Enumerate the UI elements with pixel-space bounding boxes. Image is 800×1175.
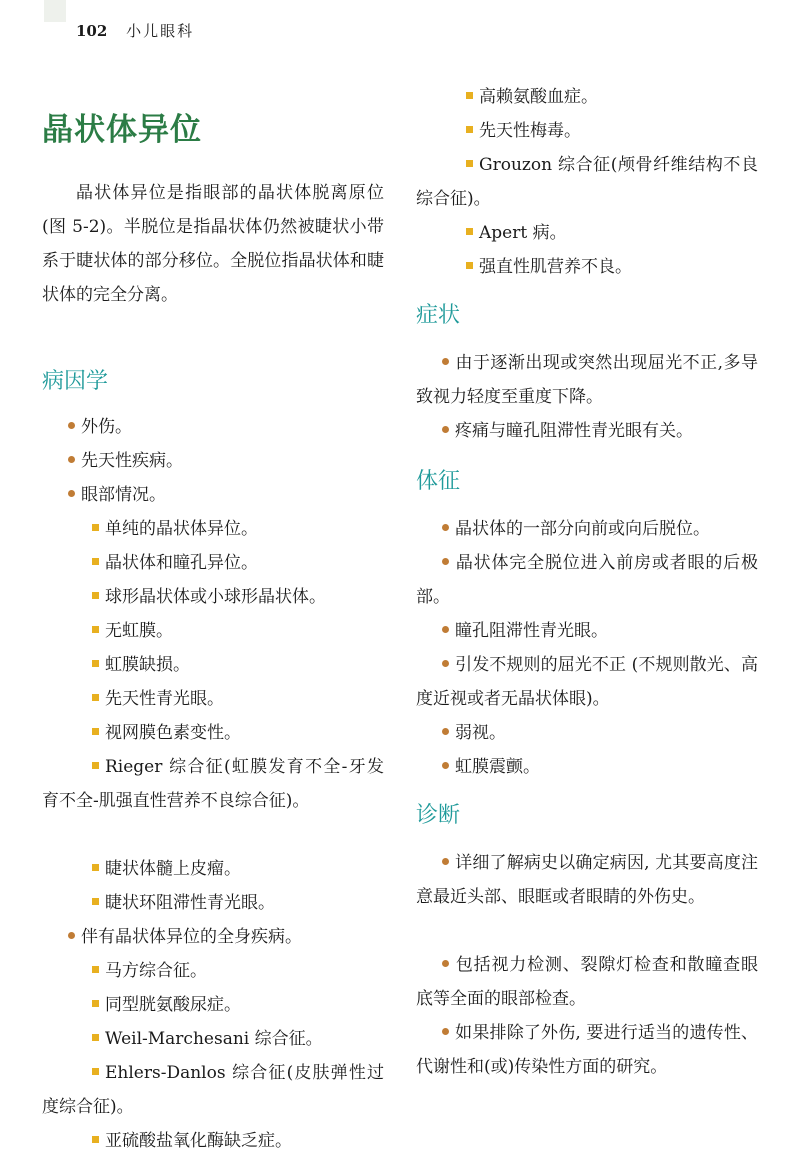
round-bullet-icon [68, 456, 75, 463]
page-number: 102 [76, 22, 108, 40]
round-bullet-icon [68, 932, 75, 939]
square-bullet-icon [92, 762, 99, 769]
list-item: Ehlers-Danlos 综合征(皮肤弹性过度综合征)。 [42, 1063, 384, 1117]
list-item: 先天性梅毒。 [466, 114, 581, 148]
square-bullet-icon [92, 524, 99, 531]
list-item: 先天性青光眼。 [92, 682, 224, 716]
list-item: 由于逐渐出现或突然出现屈光不正,多导致视力轻度至重度下降。 [416, 353, 758, 407]
book-title: 小儿眼科 [126, 22, 195, 40]
round-bullet-icon [442, 858, 449, 865]
symptoms-heading: 症状 [416, 303, 461, 328]
list-item: 睫状体髓上皮瘤。 [92, 852, 241, 886]
list-item: 无虹膜。 [92, 614, 173, 648]
list-item: 包括视力检测、裂隙灯检查和散瞳查眼底等全面的眼部检查。 [416, 955, 758, 1009]
round-bullet-icon [68, 422, 75, 429]
page-tab-marker [44, 0, 66, 22]
running-header [76, 20, 194, 41]
signs-heading: 体征 [416, 469, 461, 494]
round-bullet-icon [442, 728, 449, 735]
intro-paragraph: 晶状体异位是指眼部的晶状体脱离原位(图 5-2)。半脱位是指晶状体仍然被睫状小带系于睫状体的部分移位。全脱位指晶状体和睫状体的完全分离。 [42, 183, 384, 305]
list-item: Rieger 综合征(虹膜发育不全-牙发育不全-肌强直性营养不良综合征)。 [42, 757, 384, 811]
list-item: 睫状环阻滞性青光眼。 [92, 886, 275, 920]
square-bullet-icon [92, 558, 99, 565]
list-item: 外伤。 [68, 410, 132, 444]
list-item: 单纯的晶状体异位。 [92, 512, 258, 546]
round-bullet-icon [442, 358, 449, 365]
round-bullet-icon [442, 762, 449, 769]
square-bullet-icon [466, 262, 473, 269]
square-bullet-icon [466, 228, 473, 235]
list-item: 同型胱氨酸尿症。 [92, 988, 241, 1022]
round-bullet-icon [442, 1028, 449, 1035]
square-bullet-icon [466, 160, 473, 167]
square-bullet-icon [92, 728, 99, 735]
list-item: 引发不规则的屈光不正 (不规则散光、高度近视或者无晶状体眼)。 [416, 655, 758, 709]
list-item: 伴有晶状体异位的全身疾病。 [68, 920, 302, 954]
list-item: 晶状体和瞳孔异位。 [92, 546, 258, 580]
square-bullet-icon [92, 1034, 99, 1041]
list-item: 详细了解病史以确定病因, 尤其要高度注意最近头部、眼眶或者眼睛的外伤史。 [416, 853, 758, 907]
list-item: 视网膜色素变性。 [92, 716, 241, 750]
list-item: 弱视。 [442, 716, 506, 750]
round-bullet-icon [442, 524, 449, 531]
round-bullet-icon [442, 960, 449, 967]
square-bullet-icon [92, 864, 99, 871]
list-item: 如果排除了外伤, 要进行适当的遗传性、代谢性和(或)传染性方面的研究。 [416, 1023, 758, 1077]
square-bullet-icon [92, 694, 99, 701]
etiology-heading: 病因学 [42, 369, 109, 394]
square-bullet-icon [92, 1136, 99, 1143]
list-item: 虹膜缺损。 [92, 648, 190, 682]
round-bullet-icon [442, 660, 449, 667]
list-item: 晶状体完全脱位进入前房或者眼的后极部。 [416, 553, 758, 607]
list-item: Grouzon 综合征(颅骨纤维结构不良综合征)。 [416, 155, 758, 209]
list-item: 球形晶状体或小球形晶状体。 [92, 580, 326, 614]
square-bullet-icon [92, 660, 99, 667]
square-bullet-icon [92, 1000, 99, 1007]
list-item: 强直性肌营养不良。 [466, 250, 632, 284]
list-item: 瞳孔阻滞性青光眼。 [442, 614, 608, 648]
round-bullet-icon [442, 626, 449, 633]
square-bullet-icon [92, 898, 99, 905]
square-bullet-icon [92, 1068, 99, 1075]
square-bullet-icon [92, 626, 99, 633]
square-bullet-icon [466, 126, 473, 133]
list-item: 虹膜震颤。 [442, 750, 540, 784]
square-bullet-icon [466, 92, 473, 99]
square-bullet-icon [92, 966, 99, 973]
list-item: Apert 病。 [466, 216, 567, 250]
list-item: 疼痛与瞳孔阻滞性青光眼有关。 [442, 414, 693, 448]
diagnosis-heading: 诊断 [416, 803, 461, 828]
round-bullet-icon [68, 490, 75, 497]
list-item: 亚硫酸盐氧化酶缺乏症。 [92, 1124, 292, 1158]
list-item: Weil-Marchesani 综合征。 [92, 1022, 323, 1056]
list-item: 眼部情况。 [68, 478, 166, 512]
page-title: 晶状体异位 [42, 112, 202, 148]
list-item: 先天性疾病。 [68, 444, 183, 478]
round-bullet-icon [442, 426, 449, 433]
square-bullet-icon [92, 592, 99, 599]
round-bullet-icon [442, 558, 449, 565]
list-item: 马方综合征。 [92, 954, 207, 988]
list-item: 晶状体的一部分向前或向后脱位。 [442, 512, 710, 546]
list-item: 高赖氨酸血症。 [466, 80, 598, 114]
